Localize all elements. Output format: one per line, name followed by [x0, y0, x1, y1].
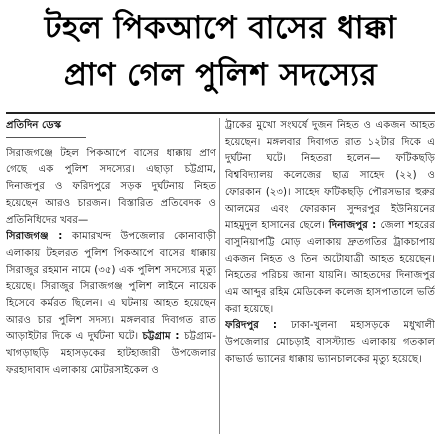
faridpur-paragraph [225, 318, 435, 368]
dateline-sirajganj: সিরাজগঞ্জ : [6, 231, 72, 243]
chattogram-text: চট্টগ্রাম-খাগড়াছড়ি মহাসড়কের হাটহাজারী উপজেলার ফরহাদাবাদ এলাকায় মোটরসাইকেল ও [6, 331, 216, 376]
headline-rule [6, 112, 435, 114]
sirajganj-text: কামারখন্দ উপজেলার কোনাবাড়ী এলাকায় টহলরত পুলিশ পিকআপে বাসের ধাক্কায় সিরাজুর রহমান নামে (৩৫) এক পুলিশ সদস্যের মৃত্যু হয়েছে। সিরাজুর সিরাজগঞ্জ পুলিশ লাইনে নায়েক হিসেবে কর্মরত ছিলেন। এ ঘটনায় আহত হয়েছেন আরও চার পুলিশ সদস্য। মঙ্গলবার দিবাগত রাত আড়াইটার দিকে এ দুর্ঘটনা ঘটে। [6, 231, 216, 343]
headline-line-1: টহল পিকআপে বাসের ধাক্কা [44, 10, 397, 46]
dinajpur-text: জেলা শহরের বাসুনিয়াপট্টি মোড় এলাকায় দ্রুতগতির ট্রাকচাপায় একজন নিহত ও তিন অটোযাত্রী আহত হয়েছেন। নিহতের পরিচয় জানা যায়নি। আহতদের দিনাজপুর এম আব্দুর রহিম মেডিকেল কলেজ হাসপাতালে ভর্তি করা হয়েছে। [225, 220, 435, 315]
byline: প্রতিদিন ডেস্ক [6, 118, 86, 138]
column-divider [219, 118, 220, 434]
intro-paragraph: সিরাজগঞ্জে টহল পিকআপে বাসের ধাক্কায় প্রাণ গেছে এক পুলিশ সদস্যের। এছাড়া চট্টগ্রাম, দিনাজপুর ও ফরিদপুরে সড়ক দুর্ঘটনায় নিহত হয়েছেন আরও চারজন। বিস্তারিত প্রতিবেদক ও প্রতিনিধিদের খবর— [6, 147, 216, 226]
article-column-right [225, 118, 435, 436]
chattogram-continued-paragraph [225, 118, 435, 318]
faridpur-text: ঢাকা-খুলনা মহাসড়কে মধুখালী উপজেলার মোচড়াই বাসস্ট্যান্ড এলাকায় গতকাল কাভার্ড ভ্যানের ধাক্কায় ভ্যানচালকের মৃত্যু হয়েছে। [225, 320, 435, 365]
article-column-left [6, 118, 216, 436]
sirajganj-paragraph [6, 229, 216, 379]
dateline-dinajpur: দিনাজপুর : [328, 220, 381, 232]
headline-line-2: প্রাণ গেল পুলিশ সদস্যের [63, 57, 378, 93]
dateline-chattogram: চট্টগ্রাম : [142, 331, 185, 343]
dateline-faridpur: ফরিদপুর : [225, 320, 292, 332]
chattogram-continued-text: ট্রাকের মুখো সংঘর্ষে দুজন নিহত ও একজন আহত হয়েছেন। মঙ্গলবার দিবাগত রাত ১২টার দিকে এ দুর্ঘটনা ঘটে। নিহতরা হলেন— ফটিকছড়ি বিশ্ববিদ্যালয় কলেজের ছাত্র সাহেদ (২২) ও ফোরকান (২৩)। সাহেদ ফটিকছড়ি পৌরসভার হুরুর আলমের এবং ফোরকান সুন্দরপুর ইউনিয়নের মাহমুদুল হাসানের ছেলে। [225, 120, 435, 232]
